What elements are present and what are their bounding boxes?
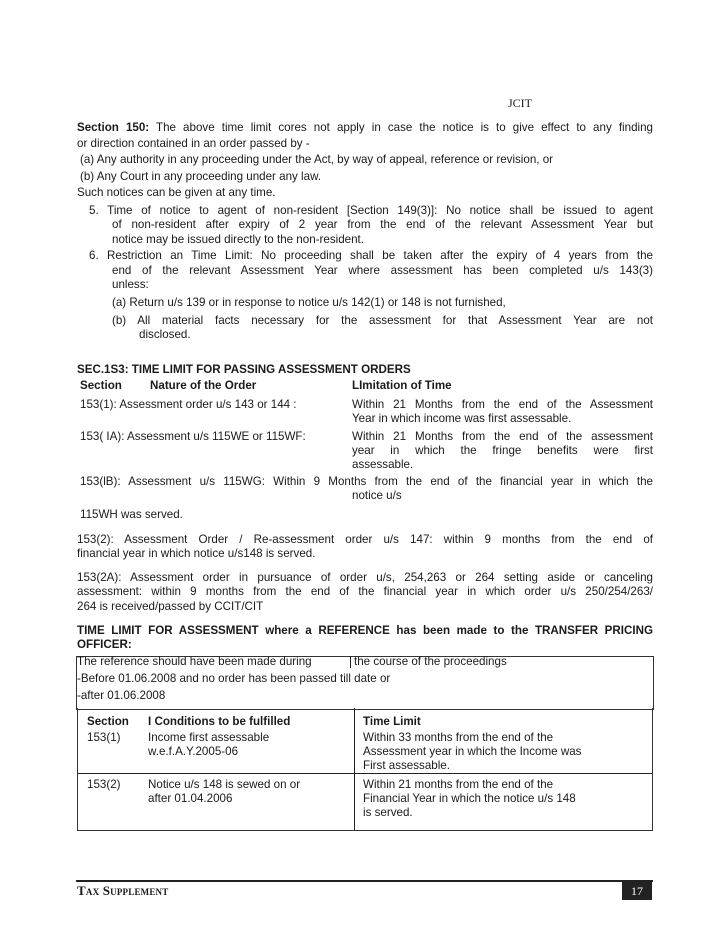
sec150-item-a: (a) Any authority in any proceeding under the Act, by way of appeal, reference or revision, or (80, 153, 554, 166)
sec153-para2-line1: 153(2A): Assessment order in pursuance of order u/s, 254,263 or 264 setting aside or canceling (77, 571, 653, 584)
tpo-th-section: Section (87, 715, 129, 728)
tpo-th-limit: Time Limit (363, 715, 421, 728)
tpo-table-row-divider (78, 773, 652, 774)
tpo-row2-limit2: Financial Year in which the notice u/s 148 (363, 792, 576, 805)
point6-item-b1: (b) All material facts necessary for the assessment for that Assessment Year are not (112, 314, 653, 327)
point6-item-a: (a) Return u/s 139 or in response to notice u/s 142(1) or 148 is not furnished, (112, 296, 506, 309)
footer-title: Tax Supplement (77, 883, 169, 898)
point6-line1: 6. Restriction an Time Limit: No proceeding shall be taken after the expiry of 4 years from the (89, 249, 653, 262)
sec153-para1-line2: financial year in which notice u/s148 is served. (77, 547, 316, 560)
sec150-line1 (77, 121, 653, 135)
sec153-col-limit: LImitation of Time (352, 379, 452, 392)
sec153-row1-limit2: Year in which income was first assessable. (352, 412, 572, 425)
tpo-heading-line2: OFFICER: (77, 638, 132, 651)
tpo-row2-cond1: Notice u/s 148 is sewed on or (148, 778, 301, 791)
footer-rule (76, 880, 653, 882)
sec153-col-nature: Nature of the Order (150, 379, 257, 392)
tpo-row2-cond2: after 01.04.2006 (148, 792, 233, 805)
tpo-box-line2: -Before 01.06.2008 and no order has been passed till date or (77, 672, 391, 685)
tpo-row1-limit1: Within 33 months from the end of the (363, 731, 554, 744)
sec153-row2-limit3: assessable. (352, 458, 414, 471)
tpo-row1-cond1: Income first assessable (148, 731, 270, 744)
point6-item-b2: disclosed. (139, 328, 191, 341)
page-number: 17 (622, 882, 652, 900)
tpo-table-col-divider (354, 708, 355, 830)
sec153-para2-line2: assessment: within 9 months from the end of the financial year in which order u/s 250/254/263/ (77, 585, 653, 598)
point5-line2: of non-resident after expiry of 2 year from the end of the relevant Assessment Year but (112, 218, 653, 231)
tpo-row2-limit3: is served. (363, 806, 413, 819)
sec150-item-b: (b) Any Court in any proceeding under any law. (80, 170, 322, 183)
sec153-row1-limit1: Within 21 Months from the end of the Assessment (352, 398, 653, 411)
sec153-row1-order: 153(1): Assessment order u/s 143 or 144 : (80, 398, 297, 411)
sec153-col-section: Section (80, 379, 122, 392)
sec150-line2: or direction contained in an order passed by - (77, 137, 310, 150)
sec153-para1-line1: 153(2): Assessment Order / Re-assessment order u/s 147: within 9 months from the end of (77, 533, 653, 546)
tpo-outer-divider (350, 656, 351, 668)
tpo-row1-section: 153(1) (87, 731, 121, 744)
tpo-heading-line1: TIME LIMIT FOR ASSESSMENT where a REFERENCE has been made to the TRANSFER PRICING (77, 624, 653, 637)
point5-line3: notice may be issued directly to the non-resident. (112, 233, 364, 246)
tpo-box-line3: -after 01.06.2008 (77, 689, 166, 702)
tpo-th-conditions: I Conditions to be fulfilled (148, 715, 291, 728)
sec150-heading: Section 150: (77, 121, 150, 134)
tpo-row1-limit2: Assessment year in which the Income was (363, 745, 582, 758)
sec153-row2-order: 153( IA): Assessment u/s 115WE or 115WF: (80, 430, 306, 443)
sec153-row2-limit2: year in which the fringe benefits were first (352, 444, 653, 457)
point6-line3: unless: (112, 278, 149, 291)
tpo-row1-limit3: First assessable. (363, 759, 450, 772)
tpo-row1-cond2: w.e.f.A.Y.2005-06 (148, 745, 239, 758)
sec153-row2-limit1: Within 21 Months from the end of the assessment (352, 430, 653, 443)
page-header-label: JCIT (508, 96, 532, 110)
point6-line2: end of the relevant Assessment Year where assessment has been completed u/s 143(3) (112, 264, 653, 277)
point5-line1: 5. Time of notice to agent of non-resident [Section 149(3)]: No notice shall be issued to agent (89, 204, 653, 217)
tpo-box-line1: The reference should have been made during (77, 655, 312, 668)
sec153-row3-limit2: notice u/s (352, 489, 402, 502)
tpo-row2-section: 153(2) (87, 778, 121, 791)
sec150-note: Such notices can be given at any time. (77, 186, 276, 199)
sec150-line1-text: The above time limit cores not apply in case the notice is to give effect to any finding (156, 121, 653, 134)
tpo-row2-limit1: Within 21 months from the end of the (363, 778, 554, 791)
sec153-row3-tail: 115WH was served. (80, 508, 183, 521)
sec153-row3-order: 153(lB): Assessment u/s 115WG: Within 9 Months from the end of the financial year in which the (80, 475, 653, 488)
sec153-para2-line3: 264 is received/passed by CCIT/CIT (77, 600, 264, 613)
tpo-box-line1b: the course of the proceedings (354, 655, 507, 668)
sec153-heading: SEC.1S3: TIME LIMIT FOR PASSING ASSESSMENT ORDERS (77, 363, 411, 376)
